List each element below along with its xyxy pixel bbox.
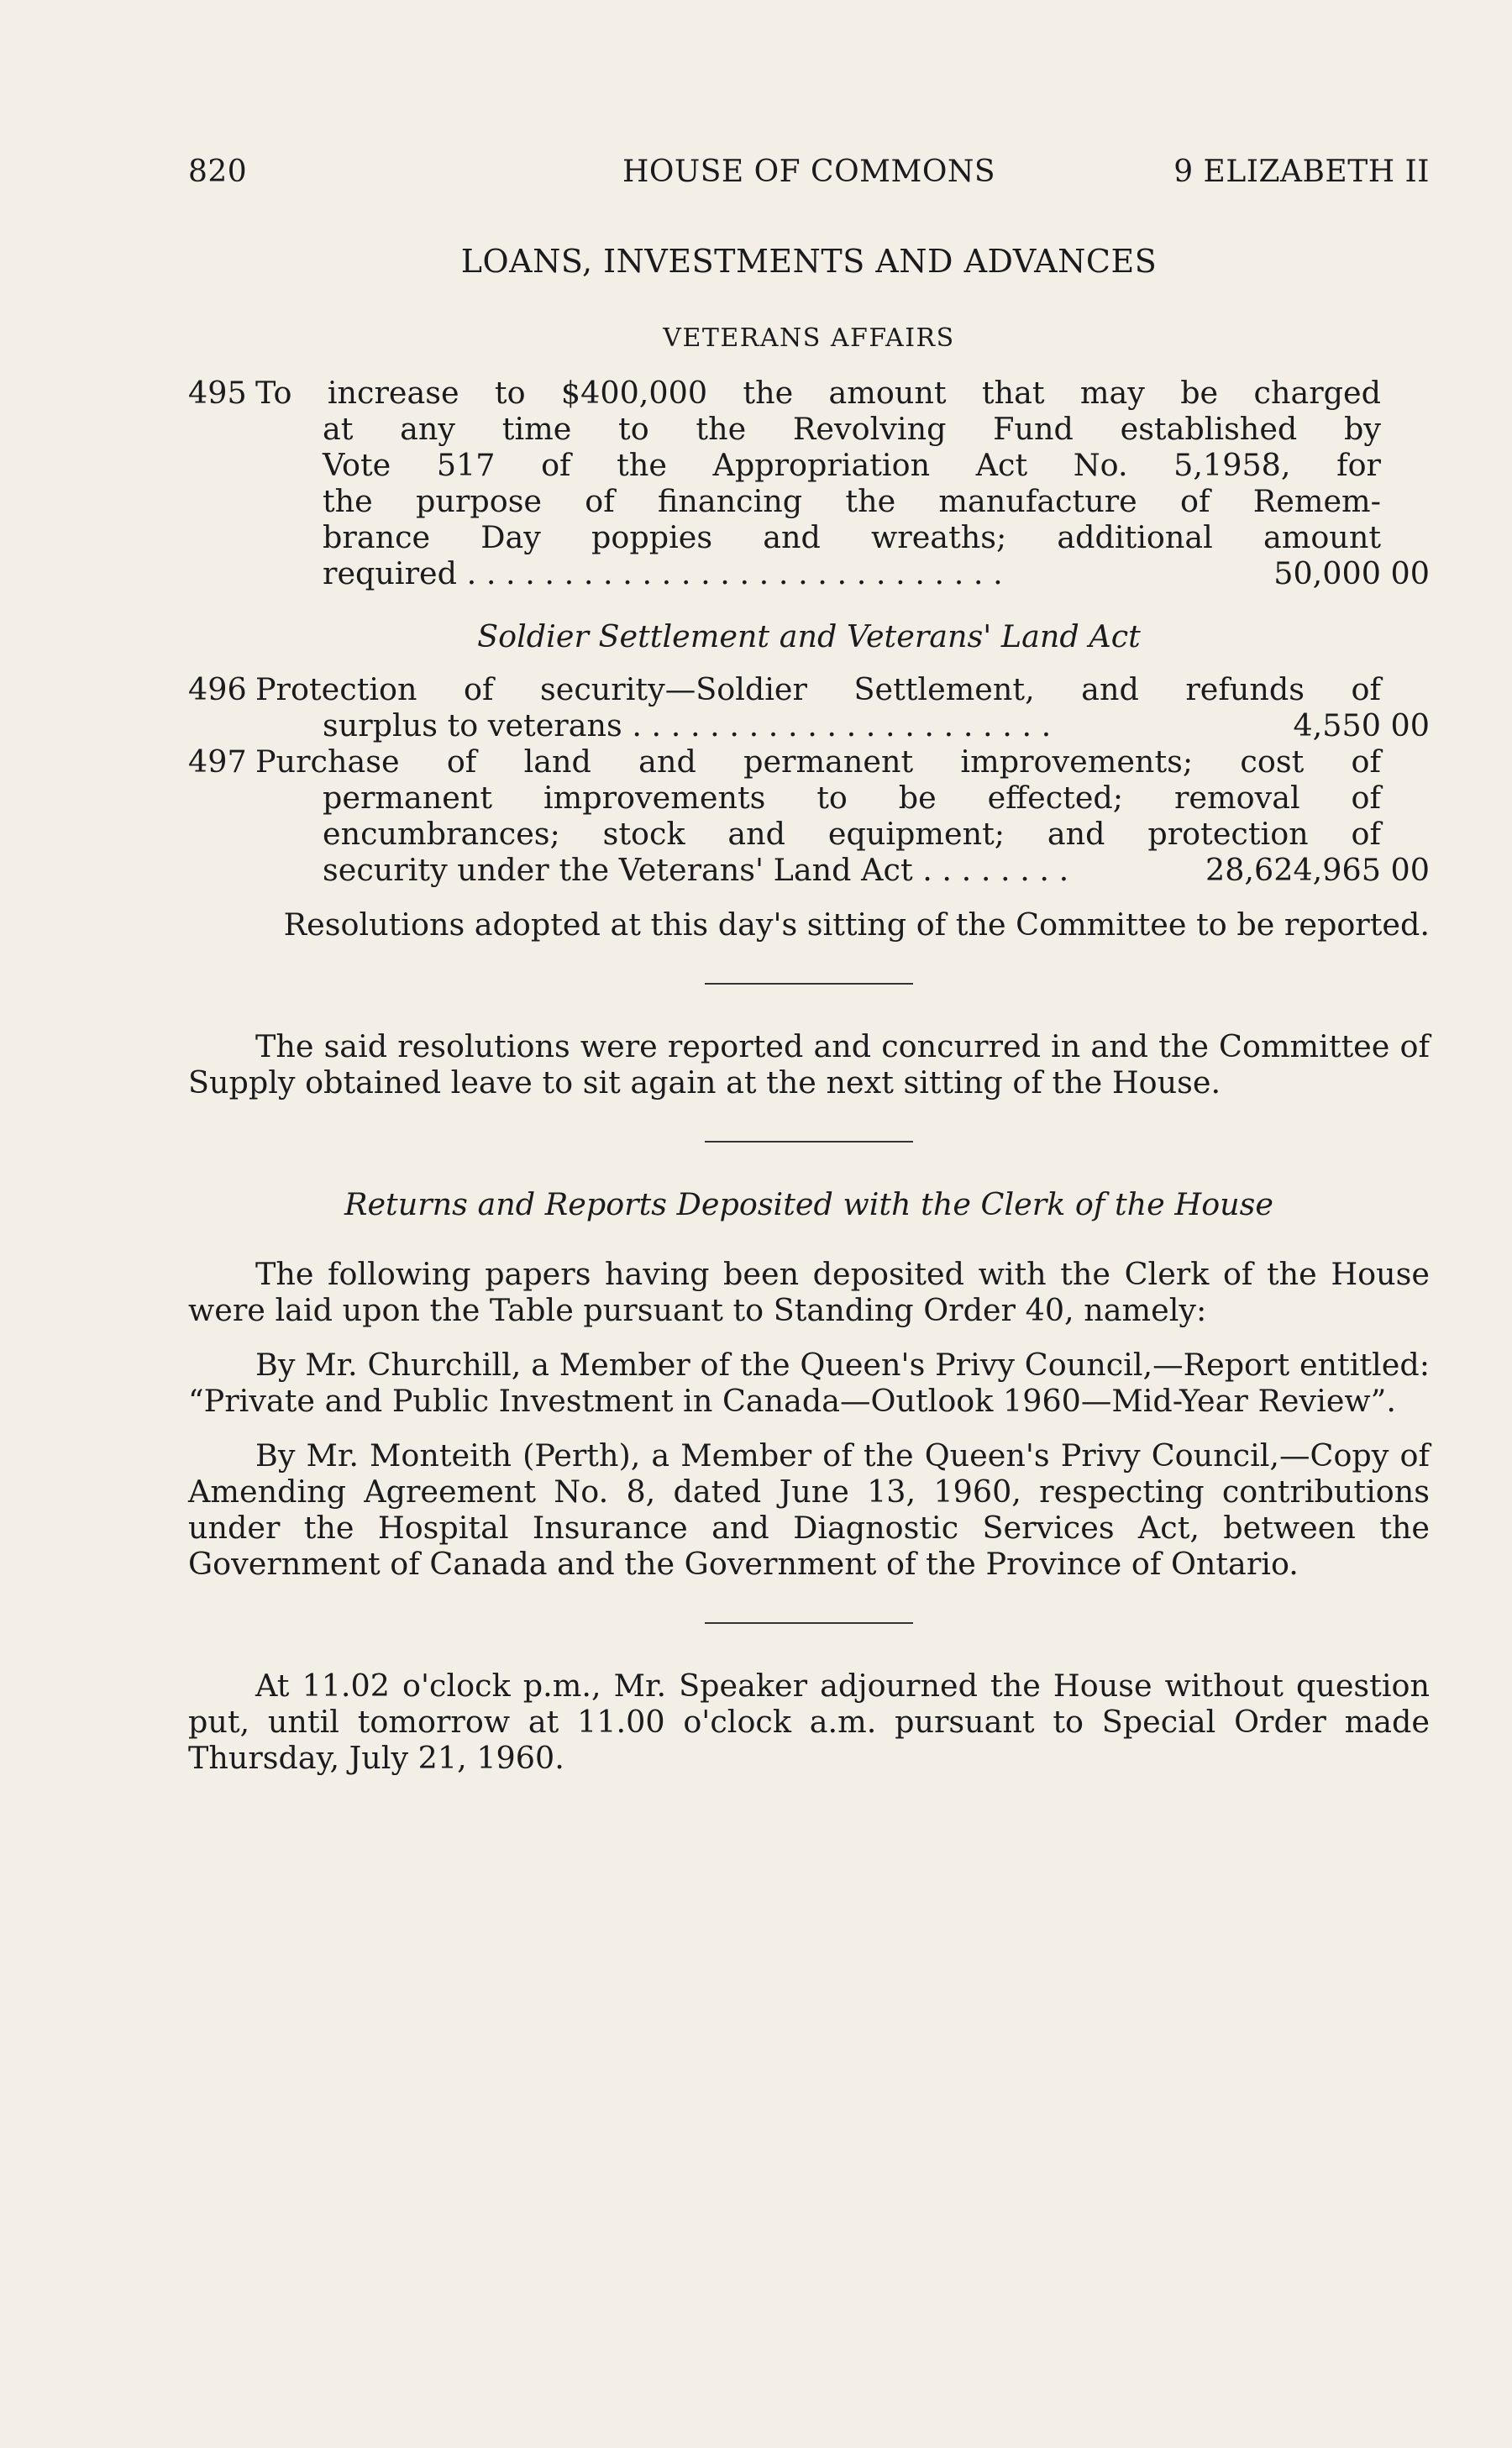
page-number: 820 [188,155,248,189]
journal-title: HOUSE OF COMMONS [622,155,996,189]
section-divider [705,1141,913,1143]
resolution-line: Resolutions adopted at this day's sitting of the Committee to be reported. [283,906,1430,943]
vote-line: Purchase of land and permanent improvements; cost of [255,743,1381,780]
soldier-settlement-heading: Soldier Settlement and Veterans' Land Act [477,618,1141,654]
vote-line: the purpose of financing the manufacture of Remem- [323,483,1381,519]
vote-line: Protection of security—Soldier Settlement, and refunds of [255,671,1381,707]
vote-number: 497 [188,743,247,780]
vote-amount: 50,000 00 [1273,555,1430,591]
vote-amount: 4,550 00 [1293,707,1430,743]
section-title: LOANS, INVESTMENTS AND ADVANCES [460,243,1158,280]
veterans-affairs-heading: VETERANS AFFAIRS [663,323,955,353]
vote-497 [188,743,1430,888]
vote-line-leader: surplus to veterans . . . . . . . . . . . . . . . . . . . . . . [323,707,1052,743]
vote-line: permanent improvements to be effected; removal of [323,780,1381,816]
vote-line: Vote 517 of the Appropriation Act No. 5,1958, for [323,447,1381,483]
vote-495 [188,375,1430,591]
vote-amount: 28,624,965 00 [1205,852,1430,888]
return-monteith: By Mr. Monteith (Perth), a Member of the Queen's Privy Council,—Copy of Amending Agreement No. 8, dated June 13, 1960, respecting contributions under the Hospital Insurance and Diagnostic Services Act, between the Government of Canada and the Government of the Province of Ontario. [188,1437,1430,1582]
vote-text [255,671,1381,743]
vote-line: encumbrances; stock and equipment; and protection of [323,816,1381,852]
adjournment-paragraph: At 11.02 o'clock p.m., Mr. Speaker adjourned the House without question put, until tomorrow at 11.00 o'clock a.m. pursuant to Special Order made Thursday, July 21, 1960. [188,1668,1430,1776]
returns-intro: The following papers having been deposited with the Clerk of the House were laid upon the Table pursuant to Standing Order 40, namely: [188,1256,1430,1328]
vote-line-leader: security under the Veterans' Land Act . . . . . . . . [323,852,1069,888]
vote-line: brance Day poppies and wreaths; additional amount [323,519,1381,555]
vote-number: 495 [188,375,247,411]
regnal-year: 9 ELIZABETH II [1173,155,1430,189]
return-churchill: By Mr. Churchill, a Member of the Queen's Privy Council,—Report entitled: “Private and Public Investment in Canada—Outlook 1960—Mid-Year Review”. [188,1347,1430,1419]
vote-496 [188,671,1430,743]
vote-line: at any time to the Revolving Fund established by [323,411,1381,447]
concurred-paragraph: The said resolutions were reported and concurred in and the Committee of Supply obtained leave to sit again at the next sitting of the House. [188,1028,1430,1101]
page-content [188,244,1430,1794]
section-divider [705,983,913,985]
vote-text [255,375,1381,591]
section-divider [705,1622,913,1624]
vote-number: 496 [188,671,247,707]
vote-line-leader: required . . . . . . . . . . . . . . . . . . . . . . . . . . . . [323,555,1003,591]
returns-heading: Returns and Reports Deposited with the Clerk of the House [344,1186,1274,1222]
vote-line: To increase to $400,000 the amount that may be charged [255,375,1381,411]
